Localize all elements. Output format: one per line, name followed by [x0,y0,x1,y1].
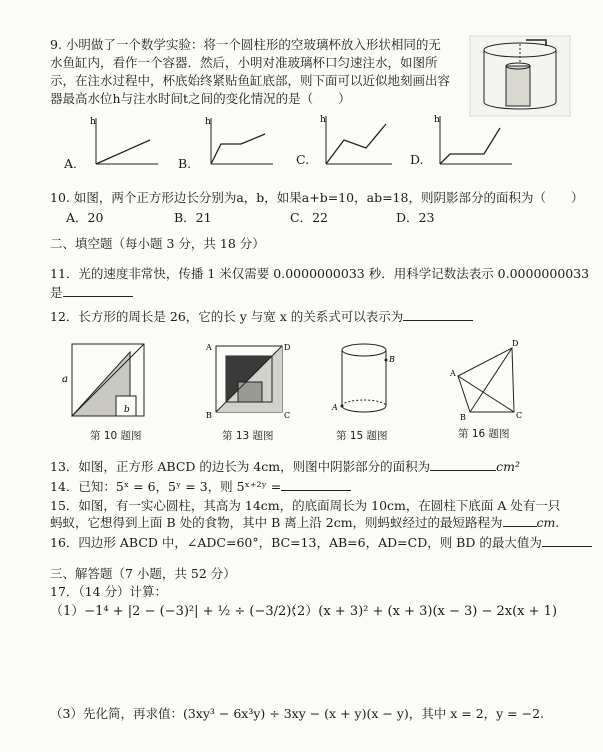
option-d-axis-h: h [434,115,440,125]
question-11-text-2: 是 [50,285,63,300]
aquarium-figure [470,36,570,116]
figure-15-caption: 第 15 题图 [336,430,388,442]
figure-13 [206,342,291,420]
option-a-graph[interactable] [90,116,160,166]
fig10-label-a: a [62,374,68,385]
option-c-axis-h: h [320,115,326,125]
option-b-axis-h: h [205,117,211,127]
q16-answer-blank[interactable] [542,534,592,547]
q15-answer-blank[interactable] [503,514,537,527]
figure-10 [62,342,150,420]
fig15-point-a: A [332,403,338,412]
option-b-graph[interactable] [205,116,275,166]
fig13-vertex-a: A [206,343,212,352]
fig13-vertex-c: C [284,411,291,420]
q10-option-c[interactable]: C．22 [290,210,328,225]
section-3-title: 三、解答题（7 小题，共 52 分） [50,566,236,581]
option-d-label[interactable]: D. [410,152,424,167]
fig13-vertex-d: D [284,343,291,352]
question-12-text: 12．长方形的周长是 26，它的长 y 与宽 x 的关系式可以表示为 [50,309,404,324]
figure-16 [450,339,523,422]
figure-13-caption: 第 13 题图 [222,430,274,442]
section-2-title: 二、填空题（每小题 3 分，共 18 分） [50,236,265,251]
q10-option-d[interactable]: D．23 [396,210,435,225]
figure-15 [330,340,400,420]
q13-answer-blank[interactable] [430,458,496,471]
question-13-text: 13．如图，正方形 ABCD 的边长为 4cm，则图中阴影部分的面积为 [50,459,431,474]
fig16-vertex-b: B [460,413,466,422]
q15-unit: cm. [536,515,560,530]
question-17-part-3: （3）先化简，再求值：(3xy³ − 6x³y) ÷ 3xy − (x + y)(x − y)，其中 x = 2，y = −2. [50,706,545,721]
question-17-text: 17．（14 分）计算： [50,584,168,599]
q12-answer-blank[interactable] [403,308,473,321]
question-16-text: 16．四边形 ABCD 中，∠ADC=60°，BC=13，AB=6，AD=CD，则 BD 的最大值为 [50,535,542,550]
question-17-part-1: （1）−1⁴ + |2 − (−3)²| + ½ ÷ (−3/2)； [50,604,305,619]
q11-answer-blank[interactable] [63,284,133,297]
question-14-text: 14．已知：5ˣ = 6，5ʸ = 3，则 5ˣ⁺²ʸ = [50,479,282,494]
question-9-text: 9. 小明做了一个数学实验：将一个圆柱形的空玻璃杯放入形状相同的无水鱼缸内，看作一个容器．然后，小明对准玻璃杯口匀速注水，如图所示，在注水过程中，杯底始终紧贴鱼缸底部，则下面可以近似地刻画出容器最高水位h与注水时间t之间的变化情况的是（ ） [50,37,451,106]
fig16-vertex-a: A [450,369,456,378]
fig10-label-b: b [124,405,130,415]
q13-unit: cm² [496,459,521,474]
q14-answer-blank[interactable] [281,478,351,491]
question-15-text: 15．如图，有一实心圆柱，其高为 14cm，的底面周长为 10cm，在圆柱下底面 A 处有一只 [50,498,561,513]
question-10-text: 10. 如图，两个正方形边长分别为a，b，如果a+b=10，ab=18，则阴影部分的面积为（ ） [50,190,584,205]
fig16-vertex-c: C [516,411,523,420]
question-15-text-2: 蚂蚁，它想得到上面 B 处的食物，其中 B 离上沿 2cm，则蚂蚁经过的最短路程为 [50,515,503,530]
option-a-axis-h: h [90,117,96,127]
option-d-graph[interactable] [434,114,514,166]
option-c-label[interactable]: C. [296,152,310,167]
option-c-graph[interactable] [320,114,395,166]
question-17-part-2: （2）(x + 3)² + (x + 3)(x − 3) − 2x(x + 1) [284,604,558,619]
option-b-label[interactable]: B. [178,156,192,171]
figure-10-caption: 第 10 题图 [90,430,142,442]
fig16-vertex-d: D [512,339,519,348]
fig15-point-b: B [389,355,395,364]
q10-option-a[interactable]: A．20 [66,210,104,225]
option-a-label[interactable]: A. [64,156,78,171]
fig13-vertex-b: B [206,411,212,420]
question-11-text: 11．光的速度非常快，传播 1 米仅需要 0.0000000033 秒．用科学记数法表示 0.0000000033 [50,266,590,281]
q10-option-b[interactable]: B．21 [174,210,212,225]
figure-16-caption: 第 16 题图 [458,428,510,440]
